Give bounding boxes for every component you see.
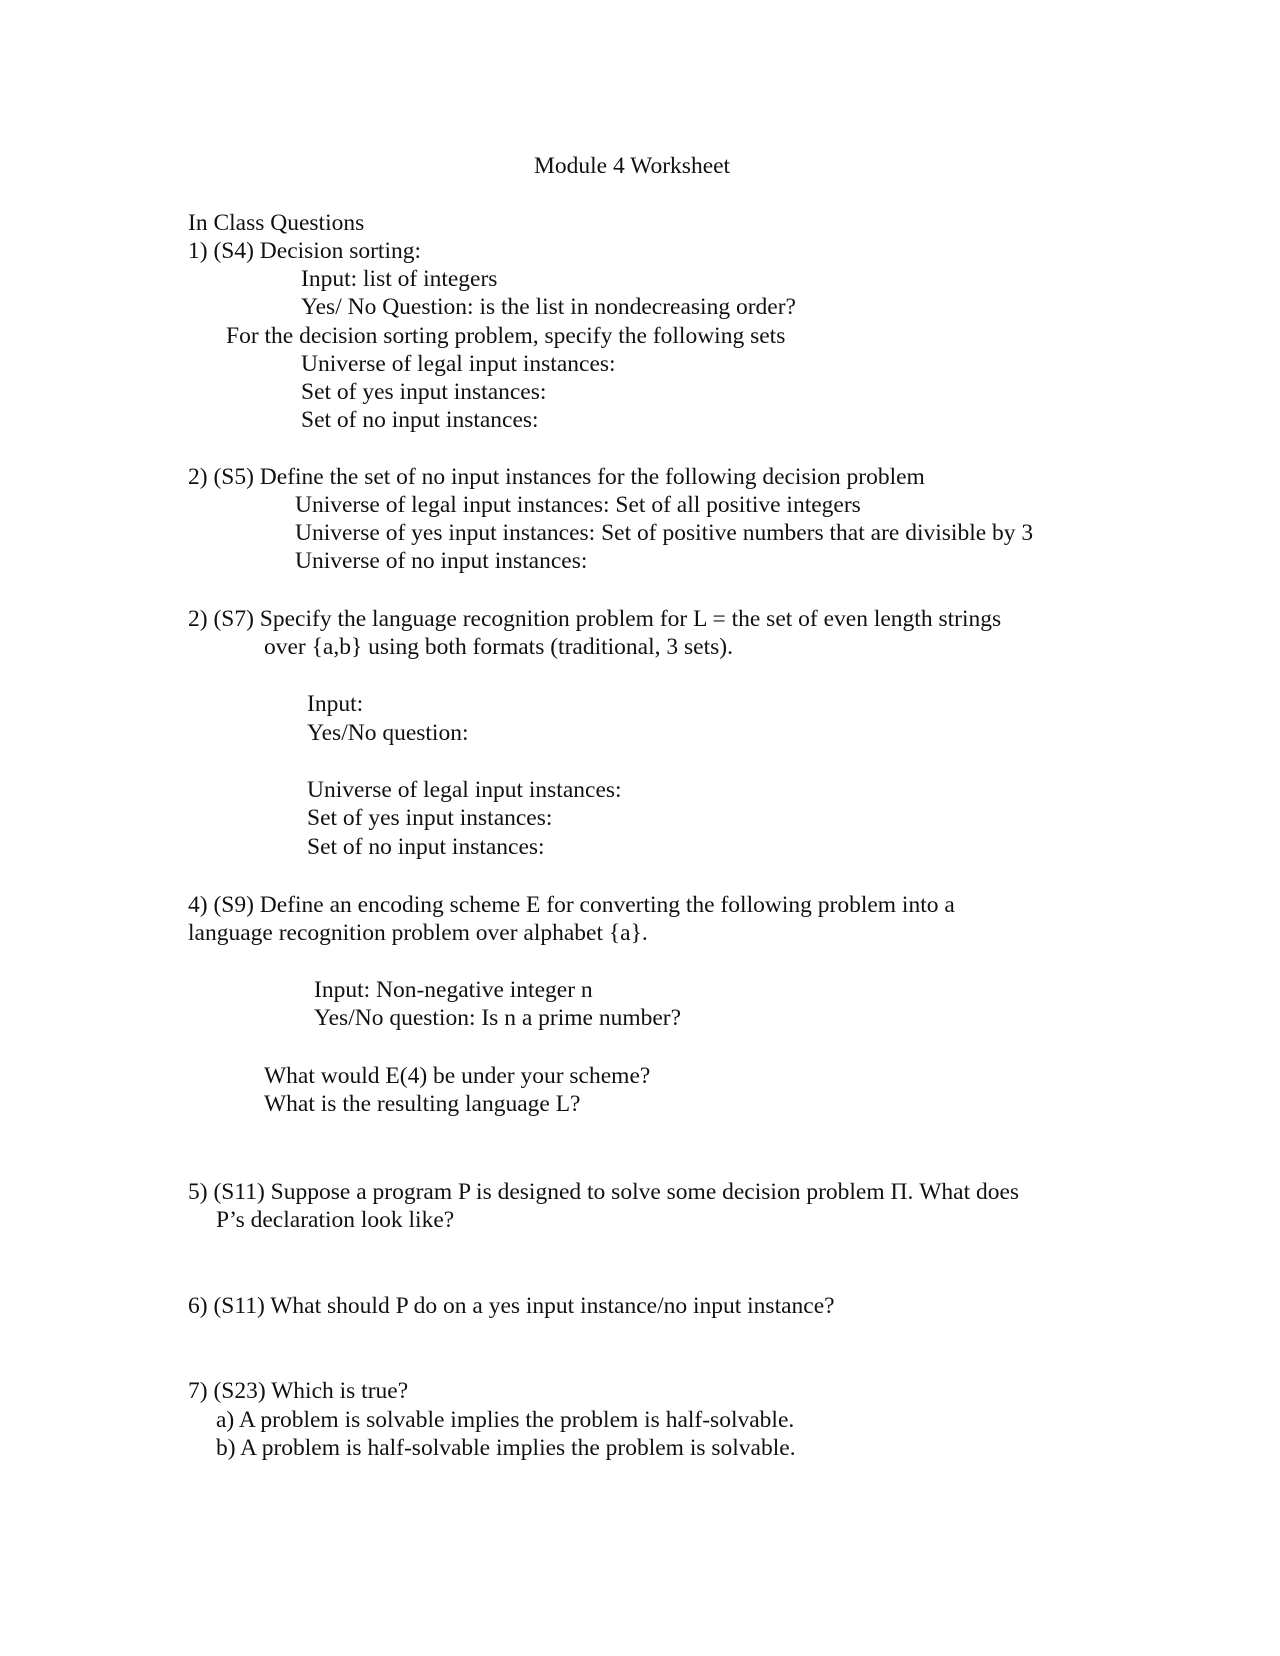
- q3-yes-set: Set of yes input instances:: [307, 805, 553, 831]
- q3-no-set: Set of no input instances:: [307, 834, 545, 860]
- q4-input: Input: Non-negative integer n: [314, 977, 593, 1003]
- q1-yes-set: Set of yes input instances:: [301, 379, 547, 405]
- q5-line2: P’s declaration look like?: [216, 1207, 455, 1233]
- q3-universe: Universe of legal input instances:: [307, 777, 622, 803]
- q4-sub1: What would E(4) be under your scheme?: [264, 1063, 651, 1089]
- q1-instruction: For the decision sorting problem, specify the following sets: [226, 323, 786, 349]
- q6-line1: 6) (S11) What should P do on a yes input instance/no input instance?: [188, 1293, 835, 1319]
- q2-heading: 2) (S5) Define the set of no input instances for the following decision problem: [188, 464, 925, 490]
- q4-sub2: What is the resulting language L?: [264, 1091, 581, 1117]
- q2-yes-universe: Universe of yes input instances: Set of positive numbers that are divisible by 3: [295, 520, 1034, 546]
- q2-no-universe: Universe of no input instances:: [295, 548, 588, 574]
- q3-heading-line1: 2) (S7) Specify the language recognition problem for L = the set of even length strings: [188, 606, 1002, 632]
- q1-heading: 1) (S4) Decision sorting:: [188, 238, 422, 264]
- q3-question: Yes/No question:: [307, 720, 469, 746]
- q5-line1: 5) (S11) Suppose a program P is designed to solve some decision problem Π. What does: [188, 1179, 1020, 1205]
- q3-input: Input:: [307, 691, 364, 717]
- q2-universe: Universe of legal input instances: Set of all positive integers: [295, 492, 861, 518]
- q4-heading-line1: 4) (S9) Define an encoding scheme E for converting the following problem into a: [188, 892, 955, 918]
- q1-input: Input: list of integers: [301, 266, 498, 292]
- section-heading: In Class Questions: [188, 210, 365, 236]
- q1-universe: Universe of legal input instances:: [301, 351, 616, 377]
- q7-heading: 7) (S23) Which is true?: [188, 1378, 409, 1404]
- q1-question: Yes/ No Question: is the list in nondecreasing order?: [301, 294, 796, 320]
- page-title: Module 4 Worksheet: [534, 153, 731, 179]
- q3-heading-line2: over {a,b} using both formats (traditional, 3 sets).: [264, 634, 733, 660]
- q4-heading-line2: language recognition problem over alphabet {a}.: [188, 920, 648, 946]
- q7-option-a: a) A problem is solvable implies the problem is half-solvable.: [216, 1407, 795, 1433]
- q4-question: Yes/No question: Is n a prime number?: [314, 1005, 682, 1031]
- q7-option-b: b) A problem is half-solvable implies the problem is solvable.: [216, 1435, 796, 1461]
- q1-no-set: Set of no input instances:: [301, 407, 539, 433]
